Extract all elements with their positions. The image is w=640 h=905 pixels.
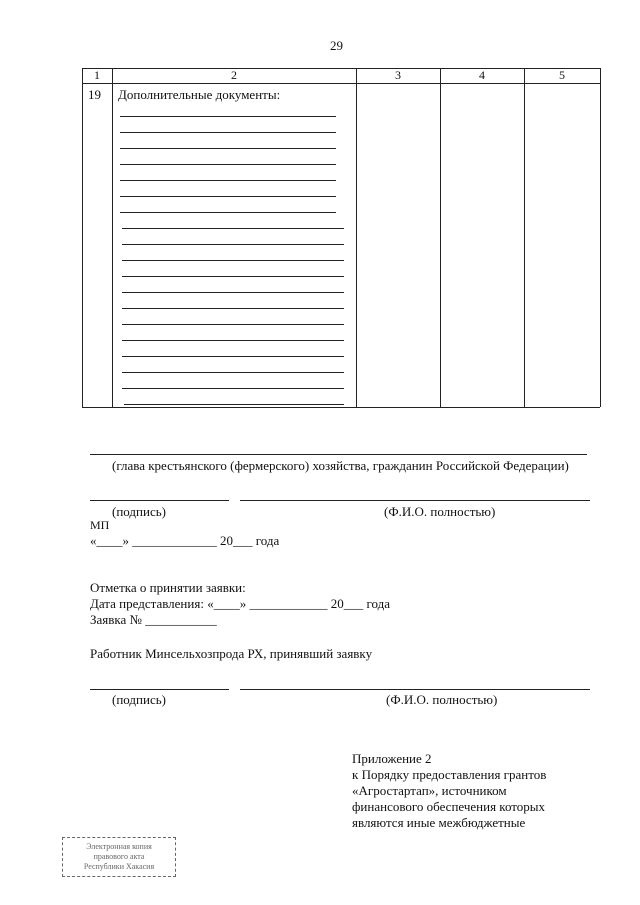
blank-line [122, 228, 344, 229]
signature-label: (подпись) [112, 504, 166, 519]
signature-label: (подпись) [112, 692, 166, 707]
page-number: 29 [330, 38, 343, 53]
application-number: Заявка № ___________ [90, 612, 217, 627]
table-header-cell: 4 [479, 68, 485, 82]
table-header-border [82, 83, 600, 84]
fio-label: (Ф.И.О. полностью) [384, 504, 496, 519]
blank-line [120, 164, 336, 165]
fio-line [240, 689, 590, 690]
table-header-cell: 1 [94, 68, 100, 82]
signature-line [90, 689, 229, 690]
head-signature-line [90, 454, 587, 455]
blank-line [122, 292, 344, 293]
stamp-place-label: МП [90, 518, 110, 532]
blank-line [120, 148, 336, 149]
table-bottom-border [82, 407, 600, 408]
appendix-line: являются иные межбюджетные [352, 815, 526, 830]
stamp-line: Республики Хакасия [83, 862, 155, 871]
fio-line [240, 500, 590, 501]
signature-line [90, 500, 229, 501]
blank-line [122, 260, 344, 261]
table-header-cell: 3 [395, 68, 401, 82]
blank-line [122, 324, 344, 325]
submission-date: Дата представления: «____» ____________ 20___ года [90, 596, 390, 611]
table-row-number: 19 [88, 87, 101, 102]
blank-line [122, 356, 344, 357]
table-row-label: Дополнительные документы: [118, 87, 281, 102]
appendix-line: Приложение 2 [352, 751, 432, 766]
electronic-copy-stamp [62, 837, 176, 877]
blank-line [122, 372, 344, 373]
appendix-line: к Порядку предоставления грантов [352, 767, 547, 782]
table-header-cell: 5 [559, 68, 565, 82]
table-col-line [440, 68, 441, 407]
blank-line [120, 132, 336, 133]
table-col-line [524, 68, 525, 407]
stamp-line: правового акта [93, 852, 145, 861]
stamp-line: Электронная копия [86, 842, 152, 851]
table-col-line [82, 68, 83, 407]
table-header-cell: 2 [231, 68, 237, 82]
blank-line [120, 180, 336, 181]
acceptance-title: Отметка о принятии заявки: [90, 580, 246, 595]
blank-line [120, 212, 336, 213]
blank-line [120, 116, 336, 117]
blank-line [122, 388, 344, 389]
blank-line [122, 308, 344, 309]
fio-label: (Ф.И.О. полностью) [386, 692, 498, 707]
table-col-line [600, 68, 601, 407]
employee-label: Работник Минсельхозпрода РХ, принявший заявку [90, 646, 373, 661]
blank-line [120, 196, 336, 197]
appendix-line: «Агростартап», источником [352, 783, 507, 798]
blank-line [122, 276, 344, 277]
head-label: (глава крестьянского (фермерского) хозяйства, гражданин Российской Федерации) [112, 458, 569, 473]
date-line: «____» _____________ 20___ года [90, 533, 280, 548]
blank-line [122, 244, 344, 245]
appendix-line: финансового обеспечения которых [352, 799, 546, 814]
table-col-line [356, 68, 357, 407]
blank-line [122, 340, 344, 341]
blank-line [124, 404, 344, 405]
table-col-line [112, 68, 113, 407]
